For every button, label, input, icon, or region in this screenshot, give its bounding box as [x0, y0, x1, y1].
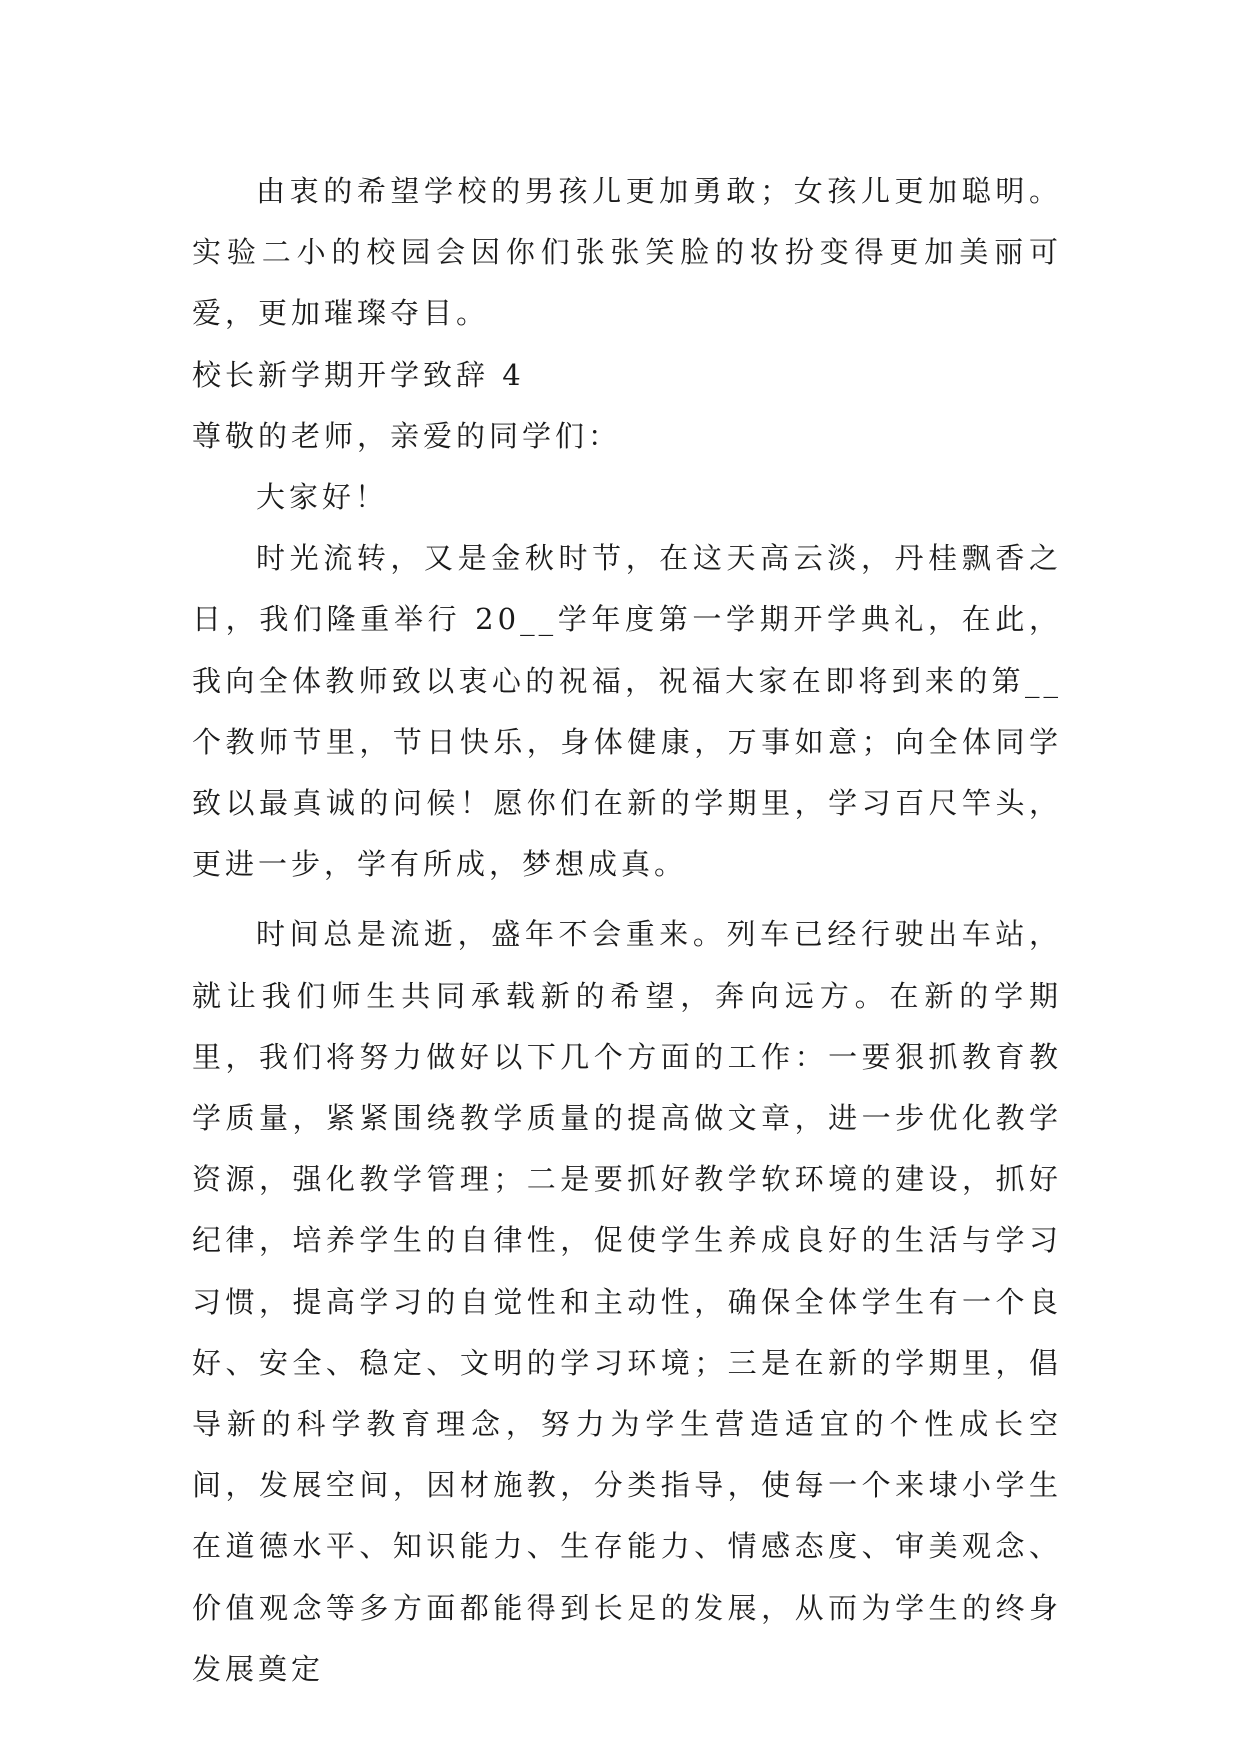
section-heading: 校长新学期开学致辞 4 — [192, 357, 525, 392]
paragraph-opening: 时光流转，又是金秋时节，在这天高云淡，丹桂飘香之日，我们隆重举行 20__学年度第一学期开学典礼，在此，我向全体教师致以衷心的祝福，祝福大家在即将到来的第__个教师节里，节日快乐，身体健康，万事如意；向全体同学致以最真诚的问候！愿你们在新的学期里，学习百尺竿头，更进一步，学有所成，梦想成真。 — [192, 541, 1062, 882]
paragraph-work-plan: 时间总是流逝，盛年不会重来。列车已经行驶出车站，就让我们师生共同承载新的希望，奔向远方。在新的学期里，我们将努力做好以下几个方面的工作：一要狠抓教育教学质量，紧紧围绕教学质量的提高做文章，进一步优化教学资源，强化教学管理；二是要抓好教学软环境的建设，抓好纪律，培养学生的自律性，促使学生养成良好的生活与学习习惯，提高学习的自觉性和主动性，确保全体学生有一个良好、安全、稳定、文明的学习环境；三是在新的学期里，倡导新的科学教育理念，努力为学生营造适宜的个性成长空间，发展空间，因材施教，分类指导，使每一个来埭小学生在道德水平、知识能力、生存能力、情感态度、审美观念、价值观念等多方面都能得到长足的发展，从而为学生的终身发展奠定 — [192, 917, 1062, 1686]
greeting: 大家好！ — [256, 480, 389, 515]
paragraph-closing-wish: 由衷的希望学校的男孩儿更加勇敢；女孩儿更加聪明。实验二小的校园会因你们张张笑脸的妆扮变得更加美丽可爱，更加璀璨夺目。 — [192, 174, 1062, 331]
salutation: 尊敬的老师，亲爱的同学们： — [192, 418, 622, 453]
document-body — [192, 161, 1062, 1700]
